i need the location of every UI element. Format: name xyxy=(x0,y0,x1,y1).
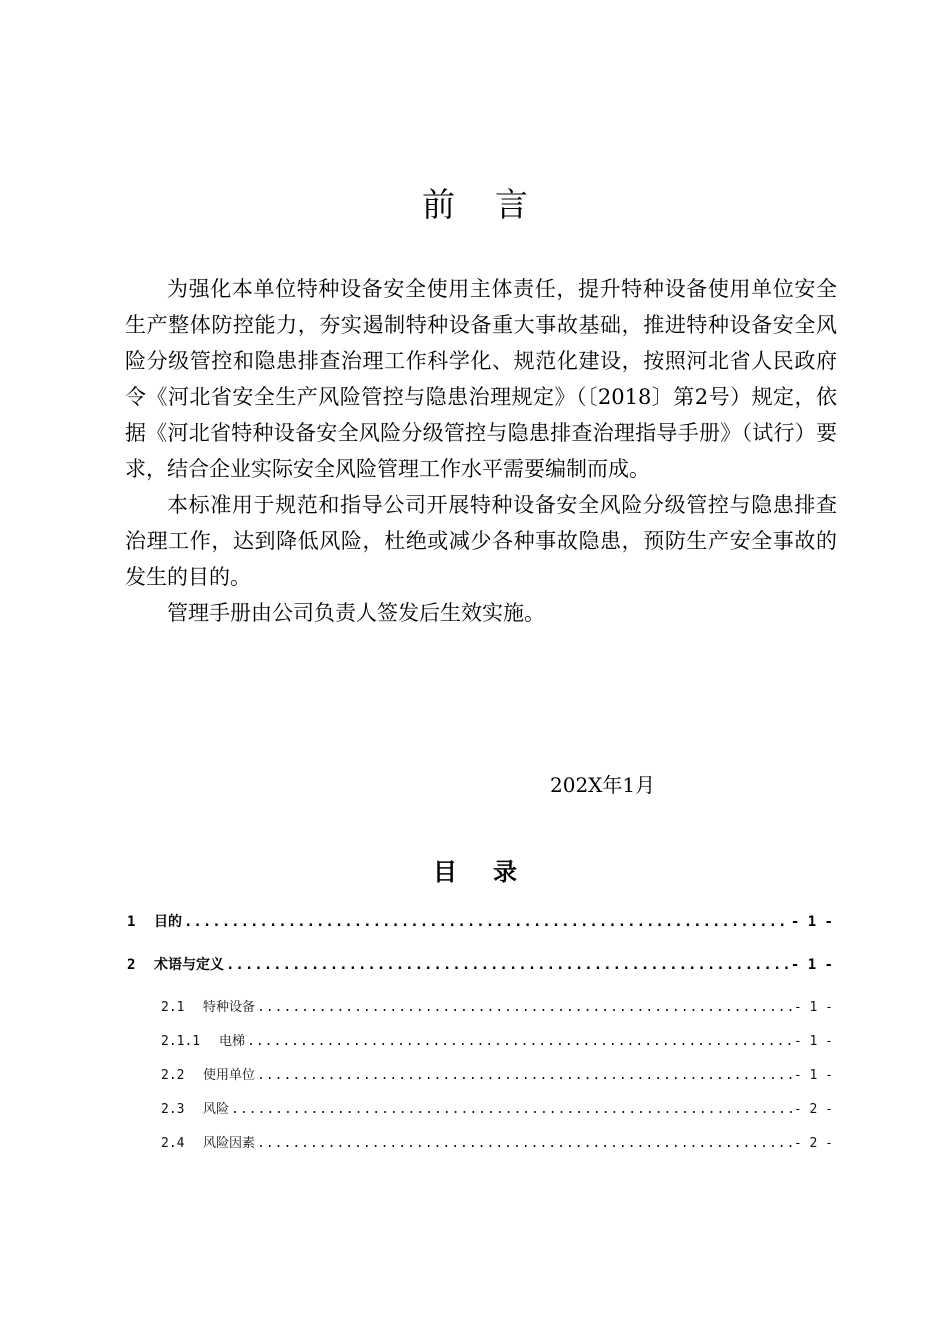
toc-entry-page: - 1 - xyxy=(793,1068,833,1083)
toc-entry-page: - 1 - xyxy=(790,914,833,930)
preface-body xyxy=(125,271,837,631)
preface-paragraph: 管理手册由公司负责人签发后生效实施。 xyxy=(167,601,545,625)
toc-entry-text: 术语与定义 xyxy=(154,957,224,973)
toc-entry-objective[interactable] xyxy=(127,911,833,931)
toc-entry-number: 2 xyxy=(127,957,136,973)
toc-entry-risk[interactable] xyxy=(161,1098,833,1117)
toc-entry-page: - 2 - xyxy=(793,1136,833,1151)
toc-leader-dots xyxy=(257,1000,792,1015)
toc-entry-text: 电梯 xyxy=(219,1034,246,1049)
toc-entry-text: 特种设备 xyxy=(203,1000,256,1015)
preface-paragraph: 为强化本单位特种设备安全使用主体责任，提升特种设备使用单位安全生产整体防控能力，夯实遏制特种设备重大事故基础，推进特种设备安全风险分级管控和隐患排查治理工作科学化、规范化建设，按照河北省人民政府令《河北省安全生产风险管控与隐患治理规定》（〔2018〕第2号）规定，依据《河北省特种设备安全风险分级管控与隐患排查治理指导手册》（试行）要求，结合企业实际安全风险管理工作水平需要编制而成。 xyxy=(125,277,837,481)
toc-entry-number: 2.2 xyxy=(161,1068,185,1083)
toc-leader-dots xyxy=(231,1102,792,1117)
toc-entry-page: - 1 - xyxy=(793,1034,833,1049)
toc-title: 目录 xyxy=(433,858,553,886)
toc-leader-dots xyxy=(257,1136,792,1151)
toc-entry-number: 2.4 xyxy=(161,1136,185,1151)
toc-entry-number: 1 xyxy=(127,914,136,930)
toc-entry-number: 2.1.1 xyxy=(161,1034,201,1049)
toc-entry-elevator[interactable] xyxy=(161,1030,833,1049)
toc-leader-dots xyxy=(184,914,789,930)
preface-paragraph: 本标准用于规范和指导公司开展特种设备安全风险分级管控与隐患排查治理工作，达到降低风险，杜绝或减少各种事故隐患，预防生产安全事故的发生的目的。 xyxy=(125,493,837,589)
toc-entry-page: - 2 - xyxy=(793,1102,833,1117)
toc-entry-page: - 1 - xyxy=(793,1000,833,1015)
toc-entry-number: 2.3 xyxy=(161,1102,185,1117)
toc-entry-user-unit[interactable] xyxy=(161,1064,833,1083)
preface-date: 202X年1月 xyxy=(550,773,656,797)
toc-leader-dots xyxy=(226,957,789,973)
toc-entry-text: 风险因素 xyxy=(203,1136,256,1151)
preface-title: 前言 xyxy=(422,185,568,224)
toc-entry-text: 目的 xyxy=(154,914,182,930)
toc-entry-risk-factors[interactable] xyxy=(161,1132,833,1151)
toc-entry-number: 2.1 xyxy=(161,1000,185,1015)
toc-entry-page: - 1 - xyxy=(790,957,833,973)
toc-leader-dots xyxy=(257,1068,792,1083)
toc-leader-dots xyxy=(247,1034,792,1049)
toc-entry-text: 风险 xyxy=(203,1102,230,1117)
toc-entry-special-equipment[interactable] xyxy=(161,996,833,1015)
toc-entry-terms[interactable] xyxy=(127,954,833,974)
toc-entry-text: 使用单位 xyxy=(203,1068,256,1083)
